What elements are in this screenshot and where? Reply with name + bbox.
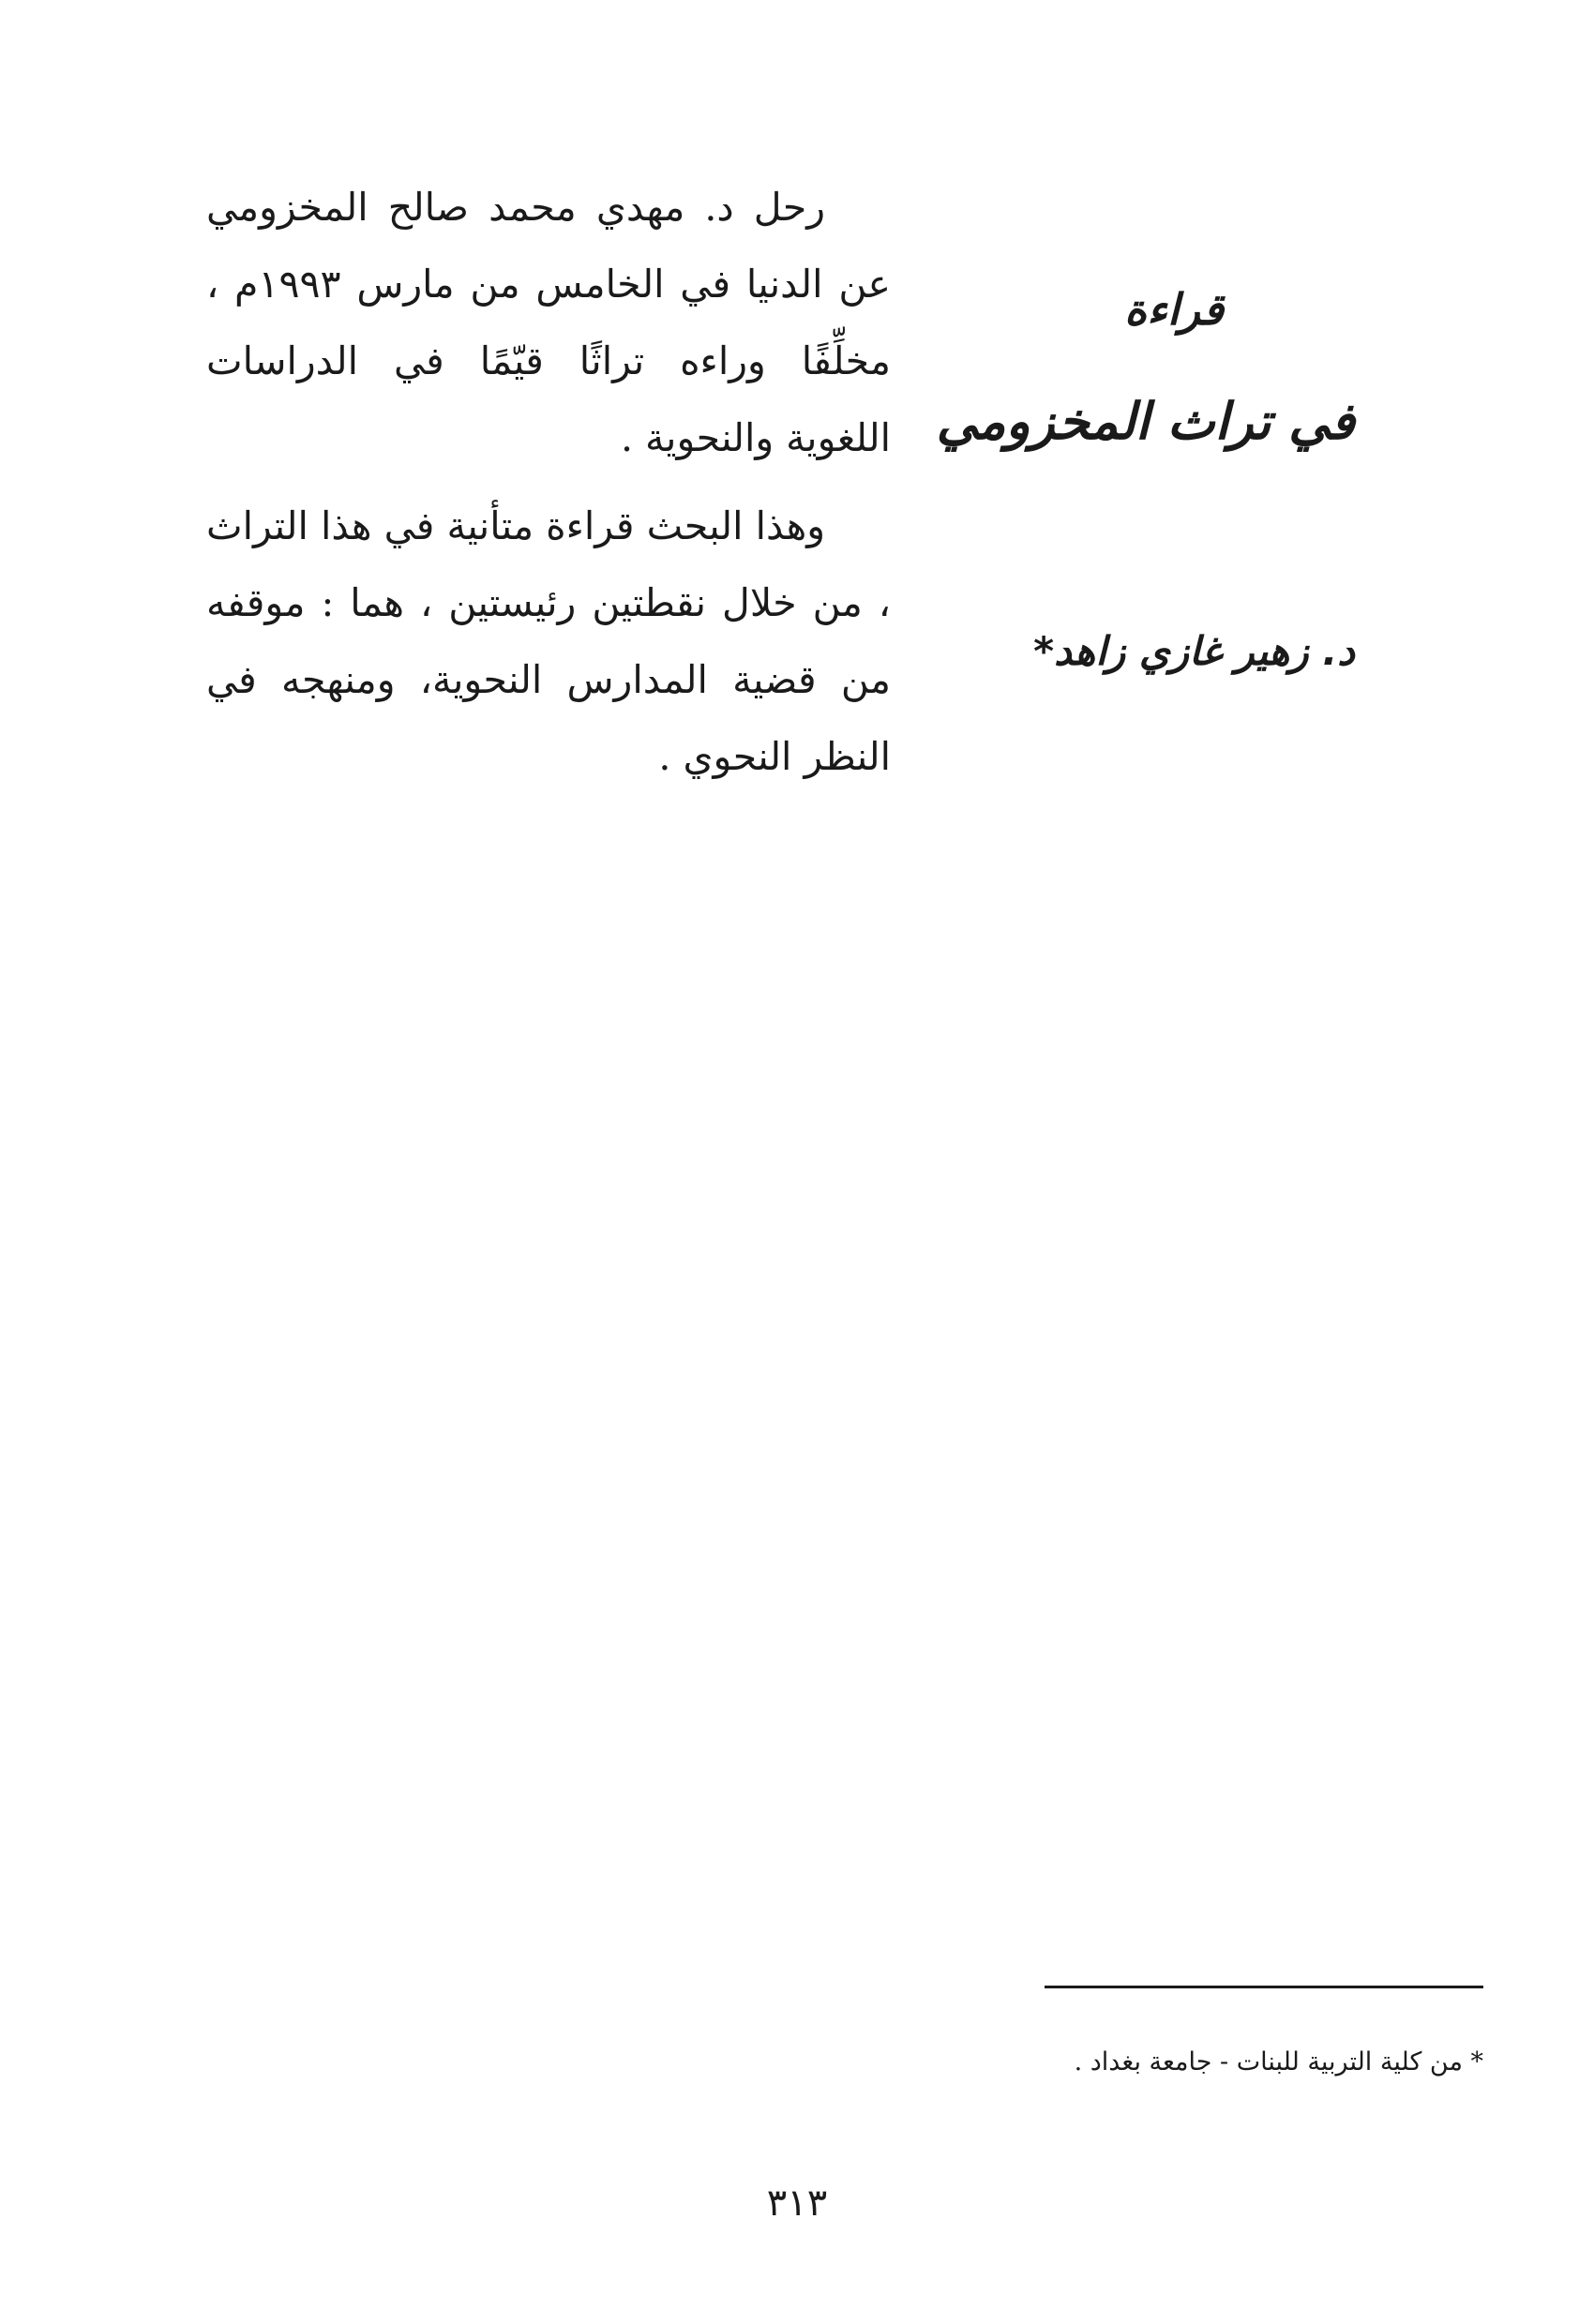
author-name: د. زهير غازي زاهد*: [1033, 628, 1355, 674]
title-block: [936, 281, 1355, 680]
footnote-divider: [1045, 1986, 1483, 1988]
article-title-line2: في تراث المخزومي: [936, 392, 1355, 451]
abstract-paragraph-1: رحل د. مهدي محمد صالح المخزومي عن الدنيا في الخامس من مارس ١٩٩٣م ، مخلِّفًا وراءه تراثًا قيّمًا في الدراسات اللغوية والنحوية .: [206, 185, 891, 460]
article-title-line1: قراءة: [1124, 284, 1224, 335]
page-number: ٣١٣: [766, 2182, 828, 2225]
abstract: [206, 169, 891, 795]
abstract-paragraph-2: وهذا البحث قراءة متأنية في هذا التراث ، من خلال نقطتين رئيستين ، هما : موقفه من قضية المدارس النحوية، ومنهجه في النظر النحوي .: [206, 503, 891, 779]
footnote: * من كلية التربية للبنات - جامعة بغداد .: [1074, 2047, 1483, 2077]
